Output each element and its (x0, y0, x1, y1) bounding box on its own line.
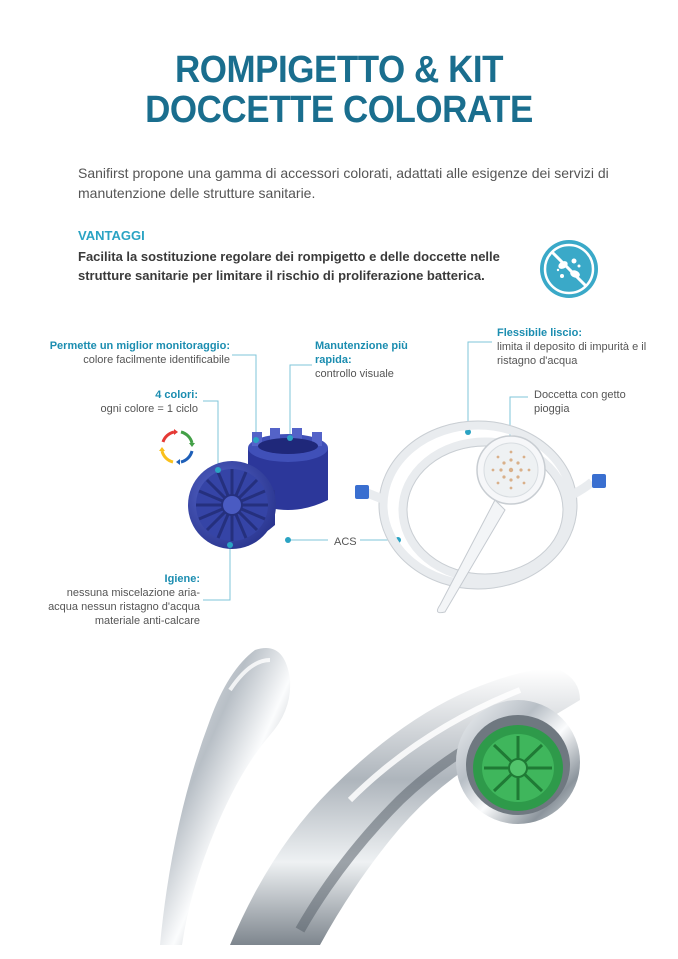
callout-manutenzione-body: controllo visuale (315, 368, 394, 380)
callout-doccetta (534, 388, 654, 416)
callout-colori-heading: 4 colori: (155, 389, 198, 401)
aerator-front (188, 461, 276, 549)
callout-monitoraggio (40, 339, 230, 367)
callout-doccetta-body: Doccetta con getto pioggia (534, 389, 626, 415)
callout-acs-body: ACS (334, 536, 357, 548)
title-line-2: DOCCETTE COLORATE (145, 89, 533, 131)
callout-igiene-heading: Igiene: (164, 573, 200, 585)
vantaggi-text: Facilita la sostituzione regolare dei rompigetto e delle doccette nelle strutture sanitarie per limitare il rischio di proliferazione batterica. (78, 249, 500, 283)
intro-paragraph: Sanifirst propone una gamma di accessori colorati, adattati alle esigenze dei servizi di manutenzione delle strutture sanitarie. (78, 165, 609, 201)
callout-monitoraggio-heading: Permette un miglior monitoraggio: (49, 340, 230, 352)
callout-manutenzione-heading: Manutenzione più rapida: (315, 340, 408, 366)
callout-colori (80, 388, 198, 416)
color-cycle-icon (159, 429, 195, 465)
callout-flessibile-body: limita il deposito di impurità e il ristagno d'acqua (497, 341, 647, 367)
callout-colori-body: ogni colore = 1 ciclo (100, 403, 198, 415)
callout-monitoraggio-body: colore facilmente identificabile (83, 354, 230, 366)
callout-acs (334, 535, 357, 549)
callout-flessibile-heading: Flessibile liscio: (497, 327, 582, 339)
shower-hose (383, 425, 573, 585)
callout-igiene-body: nessuna miscelazione aria-acqua nessun ristagno d'acqua materiale anti-calcare (48, 587, 200, 627)
callout-manutenzione (315, 339, 425, 381)
title-line-1: ROMPIGETTO & KIT (174, 49, 504, 91)
callout-flessibile (497, 326, 657, 368)
callout-igiene (40, 572, 200, 628)
vantaggi-heading: VANTAGGI (78, 228, 145, 243)
